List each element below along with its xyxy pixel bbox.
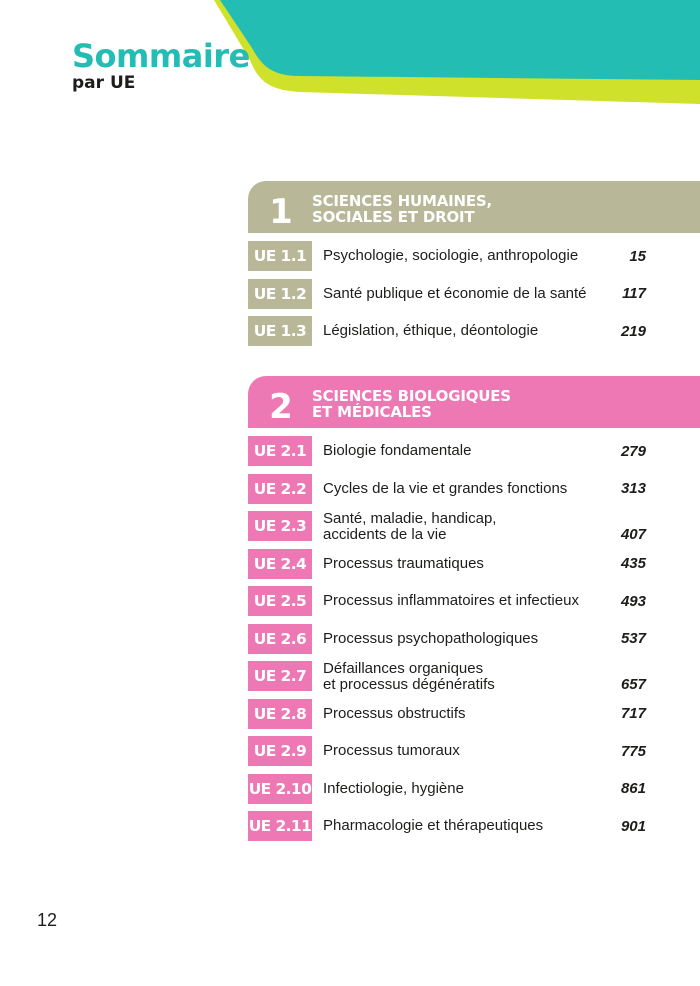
toc-row[interactable] bbox=[248, 659, 700, 697]
ue-title: Santé publique et économie de la santé bbox=[323, 284, 587, 302]
ue-code-badge: UE 1.1 bbox=[248, 241, 312, 271]
toc-row[interactable] bbox=[248, 772, 700, 810]
toc-row[interactable] bbox=[248, 434, 700, 472]
page-title: Sommaire bbox=[72, 37, 250, 75]
page-number: 12 bbox=[37, 910, 58, 930]
section-number: 2 bbox=[269, 387, 293, 427]
toc-row[interactable] bbox=[248, 809, 700, 847]
toc-row[interactable] bbox=[248, 622, 700, 660]
toc-row[interactable] bbox=[248, 734, 700, 772]
toc-row[interactable] bbox=[248, 584, 700, 622]
page-ref: 435 bbox=[620, 555, 646, 572]
toc-row[interactable] bbox=[248, 239, 700, 277]
ue-title: Défaillances organiques et processus dégénératifs bbox=[323, 660, 495, 693]
ue-code-badge: UE 2.1 bbox=[248, 436, 312, 466]
toc-row[interactable] bbox=[248, 509, 700, 547]
ue-title: Processus psychopathologiques bbox=[323, 629, 539, 647]
page-ref: 657 bbox=[620, 676, 646, 693]
ue-title: Cycles de la vie et grandes fonctions bbox=[323, 479, 568, 497]
toc-row[interactable] bbox=[248, 277, 700, 315]
ue-title: Pharmacologie et thérapeutiques bbox=[323, 817, 544, 834]
ue-title: Infectiologie, hygiène bbox=[323, 779, 464, 797]
page-ref: 493 bbox=[620, 592, 646, 610]
section-title-line: SCIENCES BIOLOGIQUES bbox=[312, 387, 511, 405]
teal-swoosh bbox=[220, 0, 700, 80]
section-2 bbox=[248, 376, 700, 847]
ue-code-badge: UE 2.9 bbox=[248, 736, 312, 766]
page-subtitle: par UE bbox=[72, 73, 136, 93]
section-number: 1 bbox=[269, 192, 293, 232]
ue-code-badge: UE 2.8 bbox=[248, 699, 312, 729]
page-ref: 407 bbox=[620, 526, 646, 543]
toc-row[interactable] bbox=[248, 697, 700, 735]
ue-code-badge: UE 1.3 bbox=[248, 316, 312, 346]
section-header bbox=[248, 376, 700, 428]
ue-title: Biologie fondamentale bbox=[323, 442, 472, 459]
page-ref: 15 bbox=[629, 247, 646, 265]
page-ref: 279 bbox=[620, 442, 646, 460]
ue-title: Processus inflammatoires et infectieux bbox=[323, 592, 579, 609]
ue-title: Santé, maladie, handicap, accidents de la vie bbox=[323, 510, 497, 543]
ue-code-badge: UE 2.11 bbox=[248, 811, 312, 841]
page-ref: 717 bbox=[620, 705, 646, 722]
ue-code-badge: UE 2.3 bbox=[248, 511, 312, 541]
ue-code-badge: UE 2.7 bbox=[248, 661, 312, 691]
ue-code-badge: UE 2.4 bbox=[248, 549, 312, 579]
section-header bbox=[248, 181, 700, 233]
page-ref: 537 bbox=[620, 630, 646, 647]
toc-row[interactable] bbox=[248, 547, 700, 585]
toc-row[interactable] bbox=[248, 314, 700, 352]
ue-title: Législation, éthique, déontologie bbox=[323, 322, 539, 339]
ue-code-badge: UE 2.5 bbox=[248, 586, 312, 616]
ue-code-badge: UE 2.2 bbox=[248, 474, 312, 504]
section-title-line: SOCIALES ET DROIT bbox=[312, 208, 475, 226]
page-ref: 861 bbox=[620, 780, 646, 797]
ue-title: Processus tumoraux bbox=[323, 742, 460, 759]
page-ref: 313 bbox=[620, 480, 646, 497]
section-title bbox=[312, 193, 612, 225]
title-block bbox=[72, 38, 250, 93]
section-title bbox=[312, 388, 612, 420]
page-ref: 901 bbox=[620, 817, 646, 835]
page-ref: 219 bbox=[620, 322, 646, 340]
section-title-line: ET MÉDICALES bbox=[312, 403, 432, 421]
ue-code-badge: UE 1.2 bbox=[248, 279, 312, 309]
toc-row[interactable] bbox=[248, 472, 700, 510]
ue-code-badge: UE 2.6 bbox=[248, 624, 312, 654]
page-ref: 775 bbox=[620, 742, 646, 760]
ue-title: Processus traumatiques bbox=[323, 554, 484, 572]
ue-title: Processus obstructifs bbox=[323, 704, 466, 722]
ue-code-badge: UE 2.10 bbox=[248, 774, 312, 804]
section-1 bbox=[248, 181, 700, 352]
ue-title: Psychologie, sociologie, anthropologie bbox=[323, 247, 579, 264]
page-ref: 117 bbox=[622, 285, 646, 302]
section-title-line: SCIENCES HUMAINES, bbox=[312, 192, 493, 210]
